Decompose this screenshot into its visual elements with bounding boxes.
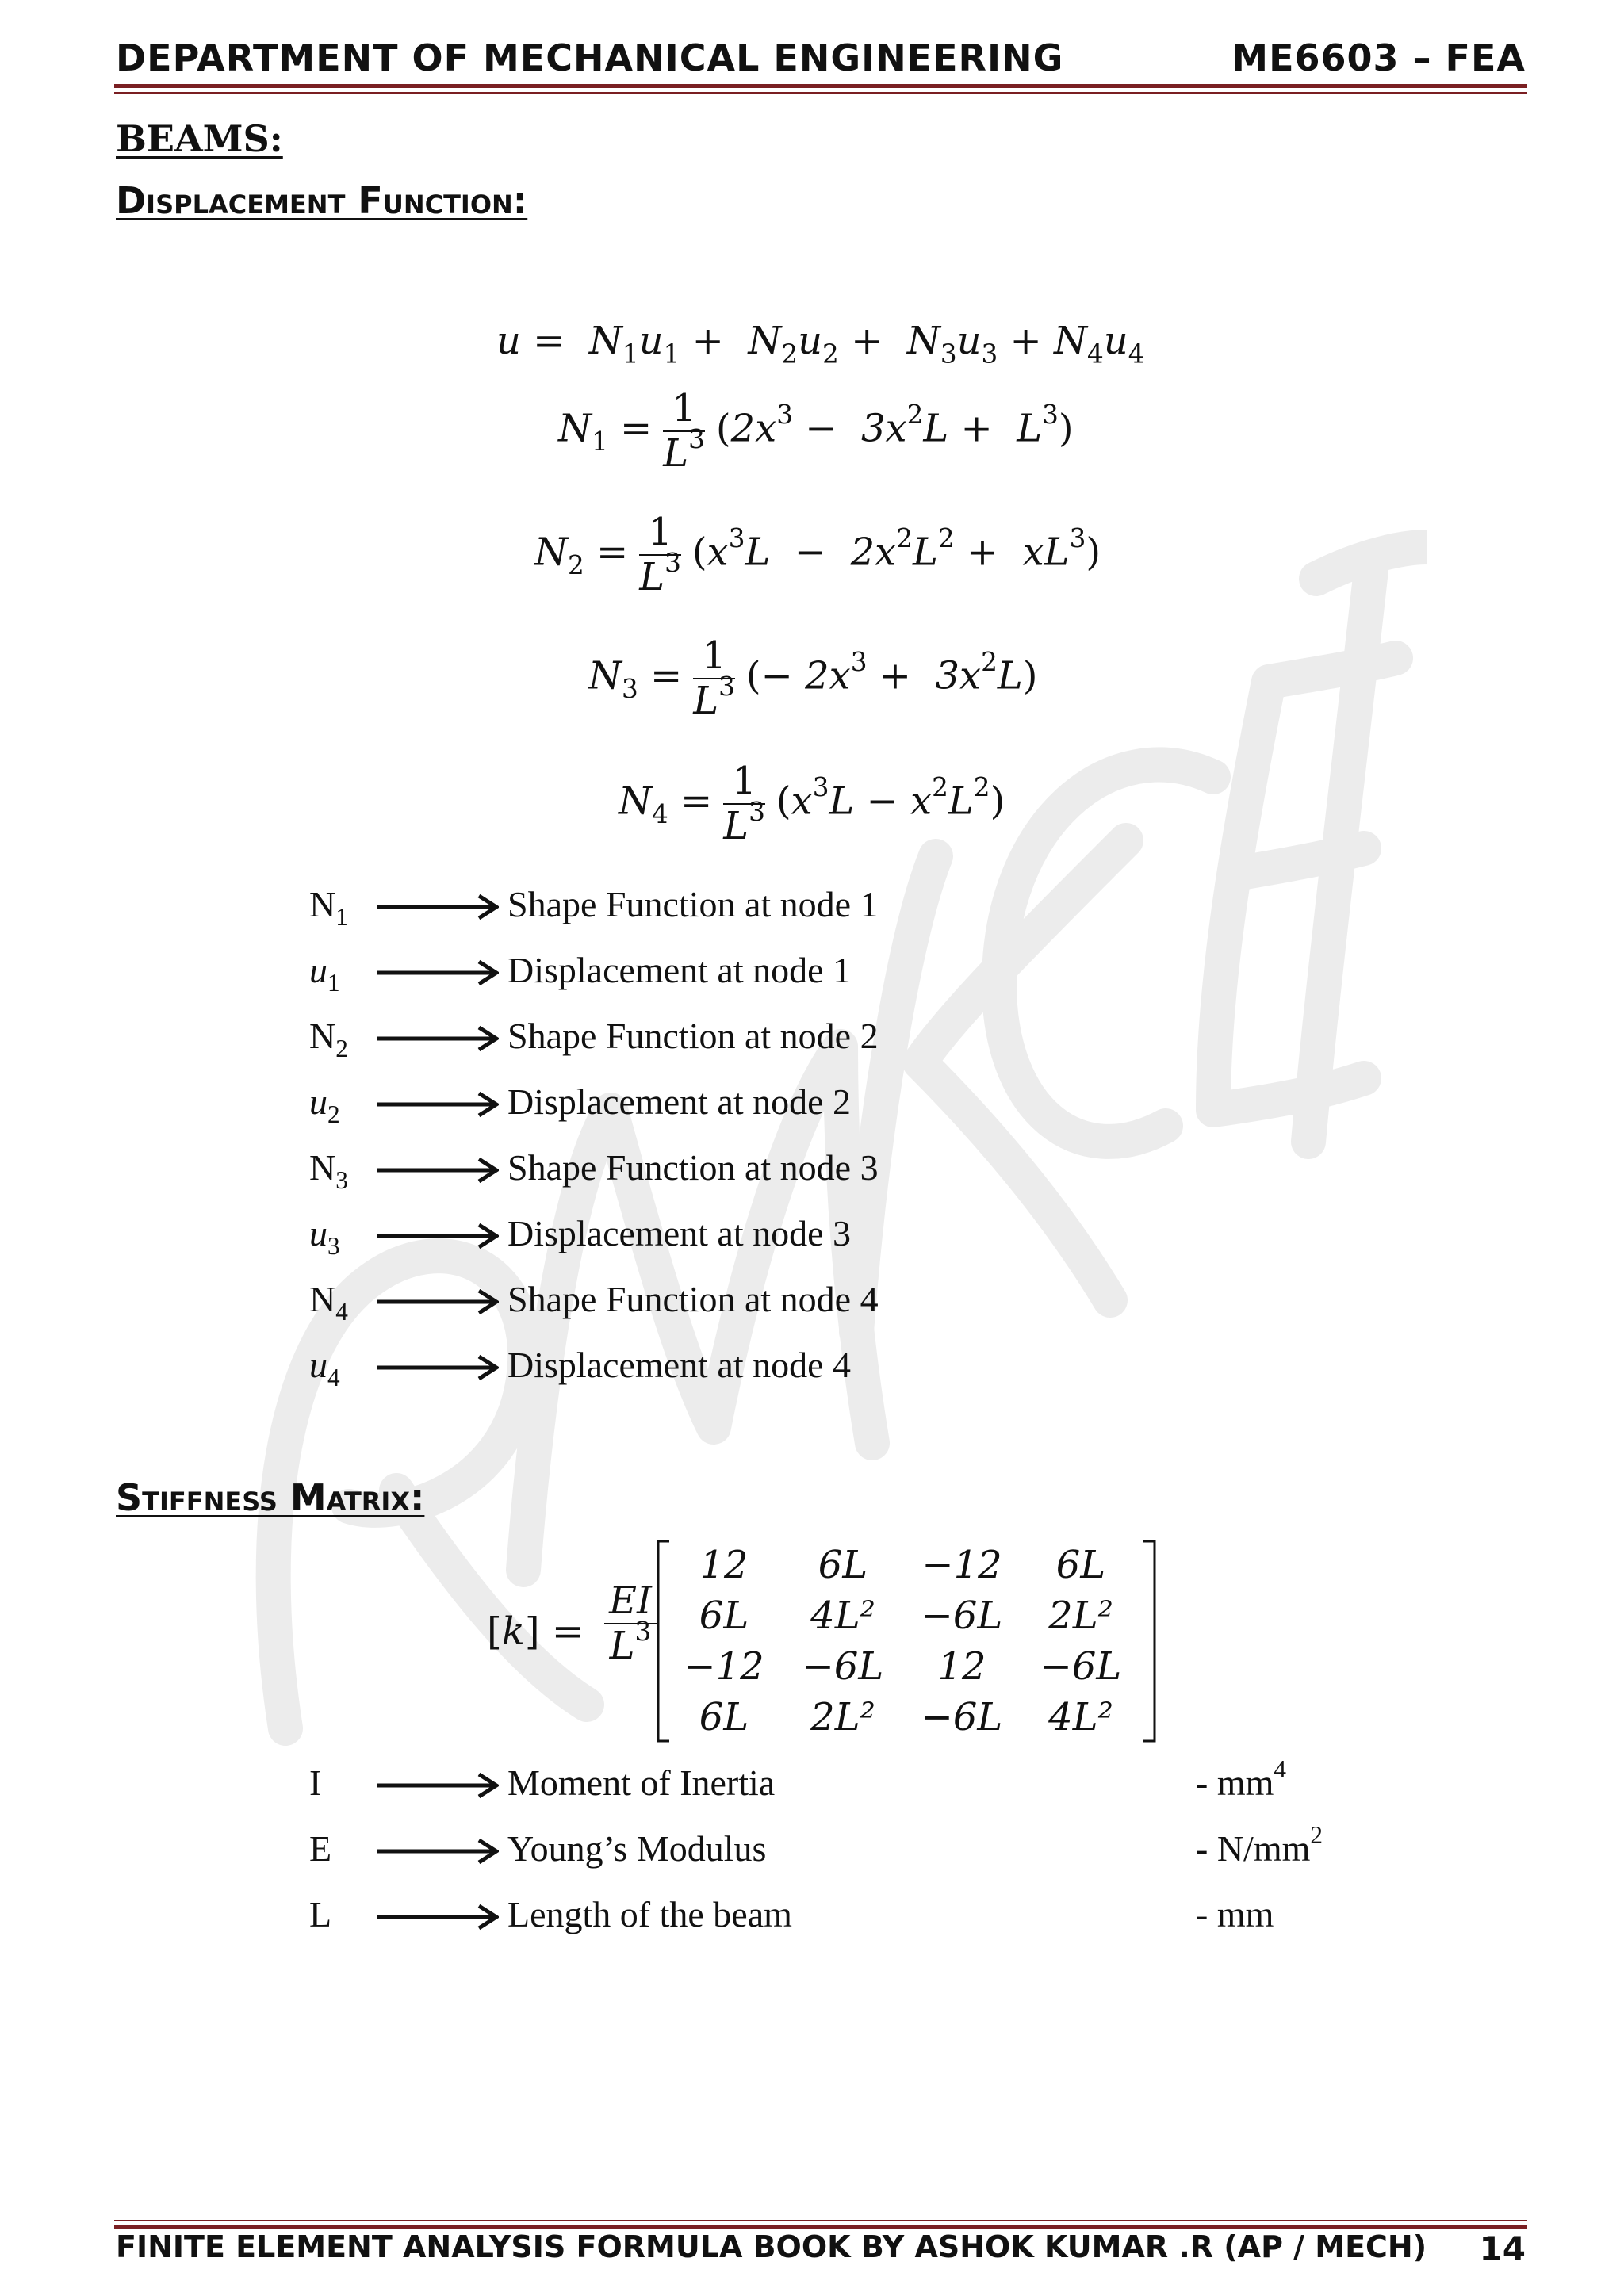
matrix-cell: 2L² xyxy=(810,1695,875,1739)
page-number: 14 xyxy=(1479,2229,1526,2268)
right-arrow-icon xyxy=(376,1023,499,1054)
definition-symbol: $u_1$ xyxy=(309,950,340,997)
fraction: $\frac{1}{L^3}$ xyxy=(663,386,705,476)
footer-rule-thin xyxy=(114,2220,1527,2221)
matrix-cell: −6L xyxy=(802,1644,884,1689)
matrix-cell: 6L xyxy=(699,1695,749,1739)
definition-symbol: $u_3$ xyxy=(309,1213,340,1260)
right-arrow-icon xyxy=(376,1901,499,1933)
equation-n1: $N_1$ = $\frac{1}{L^3}$ $(2x^3 - 3x^2L + L^3)$ xyxy=(558,386,1074,476)
definition-description: Shape Function at node 1 xyxy=(508,884,879,924)
right-arrow-icon xyxy=(376,1352,499,1383)
matrix-cell: −12 xyxy=(684,1644,764,1689)
section-heading-beams: BEAMS: xyxy=(116,117,283,160)
definition-symbol: $u_2$ xyxy=(309,1081,340,1128)
matrix-cell: 4L² xyxy=(1048,1695,1113,1739)
right-arrow-icon xyxy=(376,1089,499,1120)
matrix-cell: 12 xyxy=(699,1543,749,1587)
right-arrow-icon xyxy=(376,1154,499,1186)
matrix-coefficient: $\frac{EI}{L^3}$ xyxy=(604,1579,657,1668)
section-heading-displacement-function: Displacement Function: xyxy=(116,179,528,222)
definition-description: Moment of Inertia xyxy=(508,1762,776,1803)
right-arrow-icon xyxy=(376,1835,499,1867)
matrix-cell: 12 xyxy=(937,1644,986,1689)
equation-n2: $N_2$ = $\frac{1}{L^3}$ $(x^3L - 2x^2L^2 + xL^3)$ xyxy=(534,510,1101,600)
definition-symbol: $u_4$ xyxy=(309,1345,340,1391)
definition-description: Displacement at node 4 xyxy=(508,1345,852,1385)
definition-symbol: $N_2$ xyxy=(309,1016,348,1062)
right-arrow-icon xyxy=(376,1286,499,1318)
course-code: ME6603 – FEA xyxy=(1231,36,1526,79)
equation-displacement: $u = N_1u_1 + N_2u_2 + N_3u_3 + N_4u_4$ xyxy=(496,319,1145,369)
fraction-numerator: 1 xyxy=(693,634,735,679)
matrix-cell: −6L xyxy=(921,1695,1003,1739)
matrix-cell: −6L xyxy=(921,1594,1003,1638)
fraction-numerator: 1 xyxy=(723,760,765,805)
matrix-cell: 4L² xyxy=(810,1594,875,1638)
header-rule-thick xyxy=(114,84,1527,88)
matrix-lhs: [k] = xyxy=(487,1609,584,1654)
matrix-cell: 6L xyxy=(1055,1543,1106,1587)
matrix-cell: −12 xyxy=(921,1543,1002,1587)
right-bracket xyxy=(1140,1540,1159,1743)
definition-description: Displacement at node 2 xyxy=(508,1081,852,1122)
matrix-cell: 6L xyxy=(818,1543,868,1587)
right-arrow-icon xyxy=(376,1770,499,1801)
fraction: $\frac{1}{L^3}$ xyxy=(639,510,681,600)
definition-symbol: $N_4$ xyxy=(309,1279,348,1326)
definition-description: Length of the beam xyxy=(508,1894,792,1934)
fraction-numerator: 1 xyxy=(639,511,681,556)
footer-rule-thick xyxy=(114,2225,1527,2229)
right-arrow-icon xyxy=(376,891,499,923)
definition-unit: - $mm^4$ xyxy=(1196,1755,1287,1803)
equation-n3: $N_3$ = $\frac{1}{L^3}$ (− $2x^3 + 3x^2L$) xyxy=(588,633,1038,724)
definition-unit: - mm xyxy=(1196,1894,1274,1934)
definition-symbol: $N_1$ xyxy=(309,884,348,931)
definition-description: Young’s Modulus xyxy=(508,1828,767,1869)
definition-symbol: E xyxy=(309,1828,332,1869)
definition-symbol: I xyxy=(309,1762,322,1803)
matrix-cell: 2L² xyxy=(1048,1594,1113,1638)
right-arrow-icon xyxy=(376,1220,499,1252)
definition-description: Shape Function at node 4 xyxy=(508,1279,879,1319)
definition-description: Displacement at node 1 xyxy=(508,950,852,990)
department-title: DEPARTMENT OF MECHANICAL ENGINEERING xyxy=(116,36,1064,79)
definition-description: Shape Function at node 2 xyxy=(508,1016,879,1056)
definition-unit: - $N/mm^2$ xyxy=(1196,1821,1323,1869)
footer-book-title: FINITE ELEMENT ANALYSIS FORMULA BOOK BY ASHOK KUMAR .R (AP / MECH) xyxy=(116,2229,1427,2264)
fraction: $\frac{1}{L^3}$ xyxy=(693,633,735,724)
fraction-numerator-ei: EI xyxy=(604,1579,657,1624)
fraction-numerator: 1 xyxy=(663,387,705,432)
definition-description: Shape Function at node 3 xyxy=(508,1147,879,1188)
matrix-cell: −6L xyxy=(1040,1644,1122,1689)
fraction: $\frac{1}{L^3}$ xyxy=(723,759,765,849)
equation-n4: $N_4$ = $\frac{1}{L^3}$ $(x^3L - x^2L^2)$ xyxy=(619,759,1005,849)
matrix-cell: 6L xyxy=(699,1594,749,1638)
definition-symbol: $N_3$ xyxy=(309,1147,348,1194)
right-arrow-icon xyxy=(376,957,499,989)
header-rule-thin xyxy=(114,92,1527,94)
definition-symbol: L xyxy=(309,1894,332,1934)
definition-description: Displacement at node 3 xyxy=(508,1213,852,1253)
section-heading-stiffness-matrix: Stiffness Matrix: xyxy=(116,1476,425,1519)
